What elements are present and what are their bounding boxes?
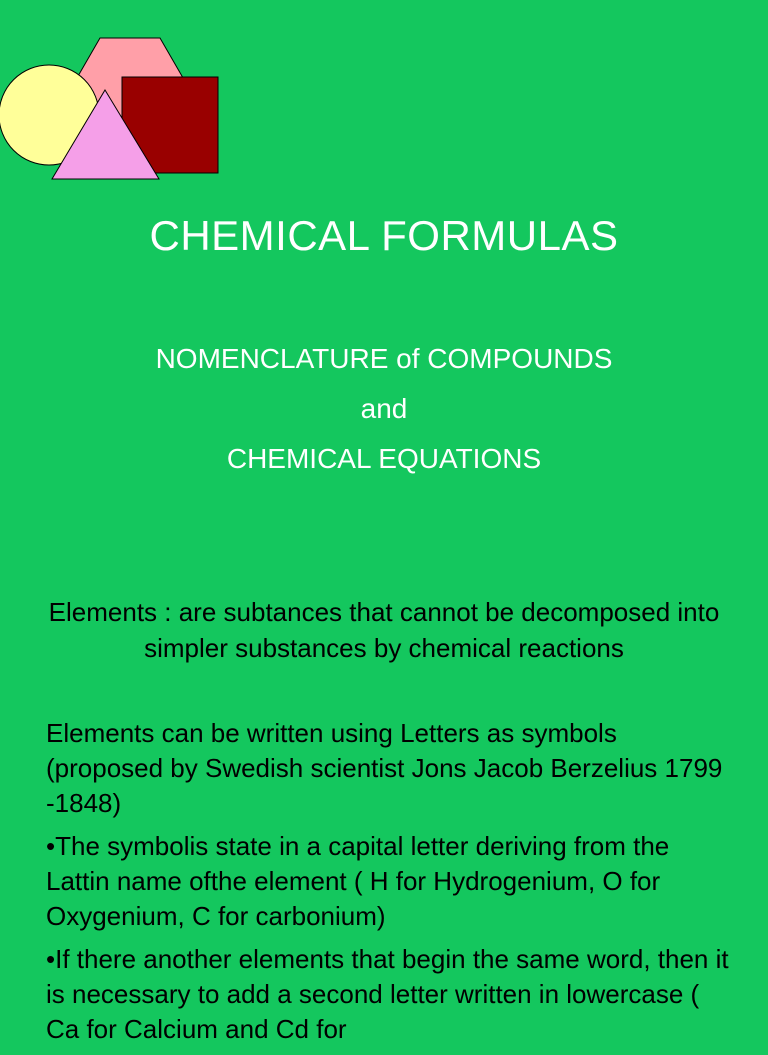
bullet-second-letter: •If there another elements that begin the same word, then it is necessary to add a second letter written in lowercase ( Ca for Calcium and Cd for [46, 944, 729, 1044]
elements-definition: Elements : are subtances that cannot be decomposed into simpler substances by chemical reactions [48, 597, 720, 663]
bullet-capital-letter: •The symbolis state in a capital letter deriving from the Lattin name ofthe element ( H for Hydrogenium, O for Oxygenium, C for carbonium) [46, 831, 670, 931]
paragraph-symbols: Elements can be written using Letters as symbols (proposed by Swedish scientist Jons Jacob Berzelius 1799 -1848) [46, 718, 723, 818]
slide-title: CHEMICAL FORMULAS [149, 212, 619, 259]
decorative-shapes [0, 36, 222, 182]
subtitle-line-3: CHEMICAL EQUATIONS [226, 443, 542, 474]
slide-subtitle [0, 334, 768, 484]
body-text [46, 716, 736, 1055]
subtitle-line-1: NOMENCLATURE of COMPOUNDS [155, 343, 613, 374]
subtitle-line-2: and [360, 393, 408, 424]
